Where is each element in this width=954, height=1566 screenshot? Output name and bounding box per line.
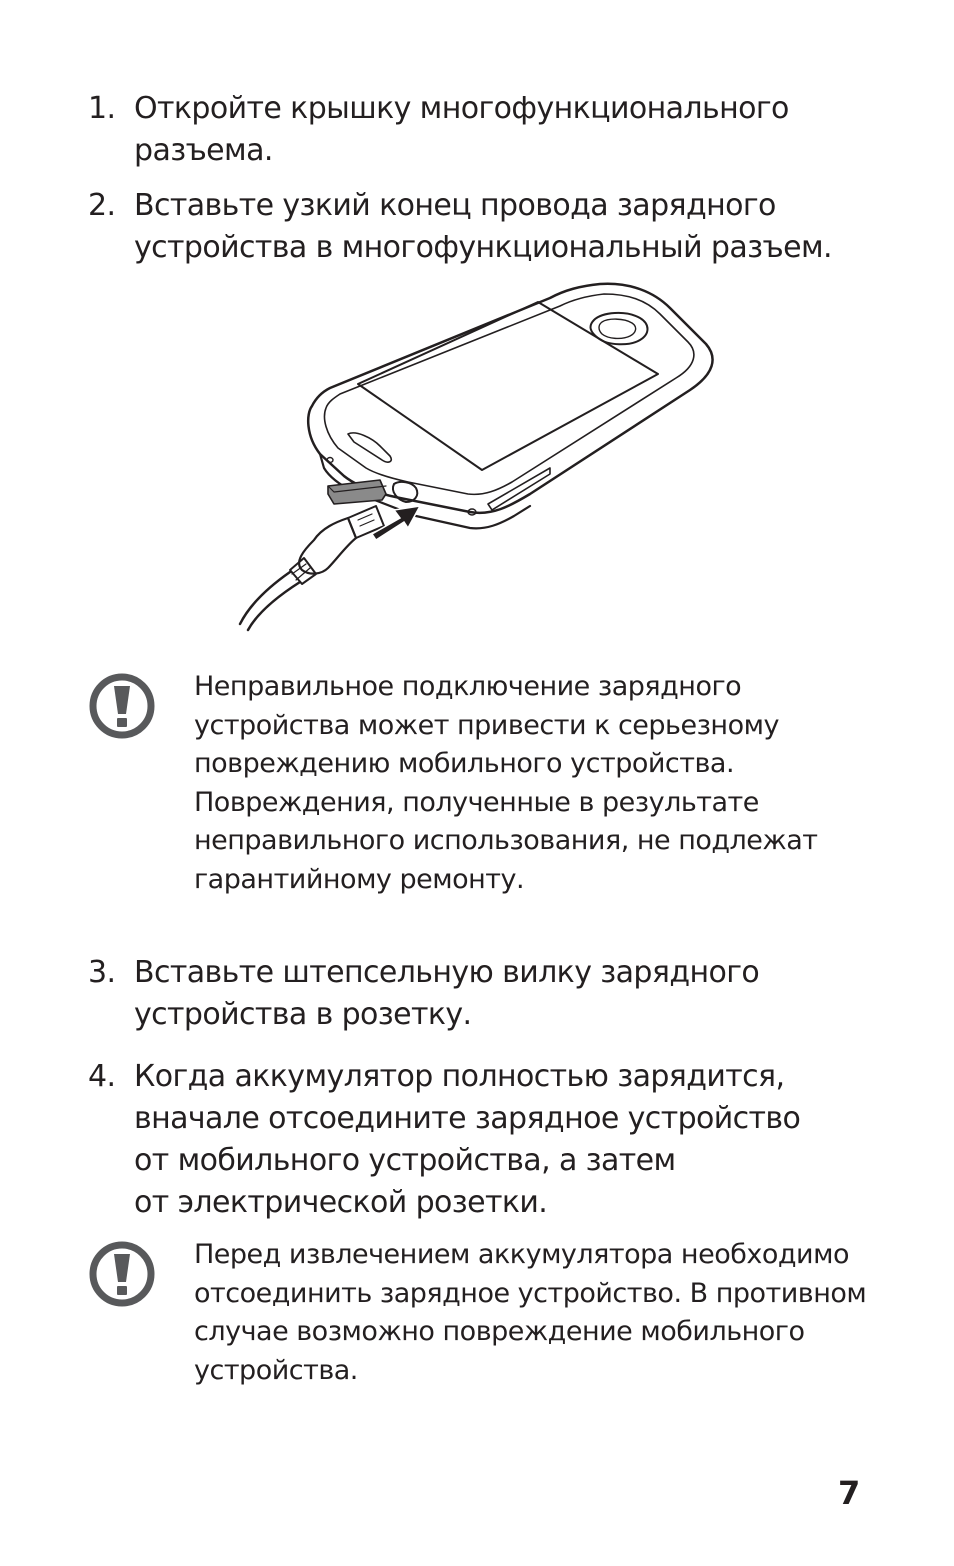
- warning-line: отсоединить зарядное устройство. В противном: [194, 1277, 867, 1309]
- warning-line: Повреждения, полученные в результате: [194, 786, 759, 818]
- step-number: 4.: [88, 1059, 116, 1094]
- step-line: устройства в многофункциональный разъем.: [134, 230, 832, 265]
- step-line: разъема.: [134, 133, 273, 168]
- warning-text: [194, 1236, 874, 1390]
- warning-line: гарантийному ремонту.: [194, 863, 525, 895]
- step-line: от электрической розетки.: [134, 1185, 548, 1220]
- step-text: [134, 88, 854, 172]
- step-line: от мобильного устройства, а затем: [134, 1143, 676, 1178]
- warning-text: [194, 668, 874, 899]
- step-text: [134, 1056, 854, 1224]
- step-line: Когда аккумулятор полностью зарядится,: [134, 1059, 785, 1094]
- step-line: Откройте крышку многофункционального: [134, 91, 789, 126]
- page-number: 7: [838, 1474, 861, 1512]
- step-number: 2.: [88, 188, 116, 223]
- step-text: [134, 185, 854, 269]
- warning-line: Перед извлечением аккумулятора необходимо: [194, 1239, 849, 1270]
- step-line: устройства в розетку.: [134, 997, 472, 1032]
- step-text: [134, 952, 854, 1036]
- charger-connection-illustration: [230, 278, 730, 638]
- step-line: Вставьте штепсельную вилку зарядного: [134, 955, 760, 990]
- warning-line: Неправильное подключение зарядного: [194, 671, 742, 702]
- warning-line: неправильного использования, не подлежат: [194, 825, 818, 856]
- warning-line: устройства.: [194, 1354, 358, 1386]
- warning-icon: [88, 1240, 156, 1308]
- step-line: Вставьте узкий конец провода зарядного: [134, 188, 776, 223]
- warning-line: устройства может привести к серьезному: [194, 709, 779, 741]
- warning-line: повреждению мобильного устройства.: [194, 748, 735, 779]
- step-line: вначале отсоедините зарядное устройство: [134, 1101, 801, 1136]
- warning-line: случае возможно повреждение мобильного: [194, 1316, 805, 1347]
- warning-icon: [88, 672, 156, 740]
- step-number: 1.: [88, 91, 116, 126]
- step-number: 3.: [88, 955, 116, 990]
